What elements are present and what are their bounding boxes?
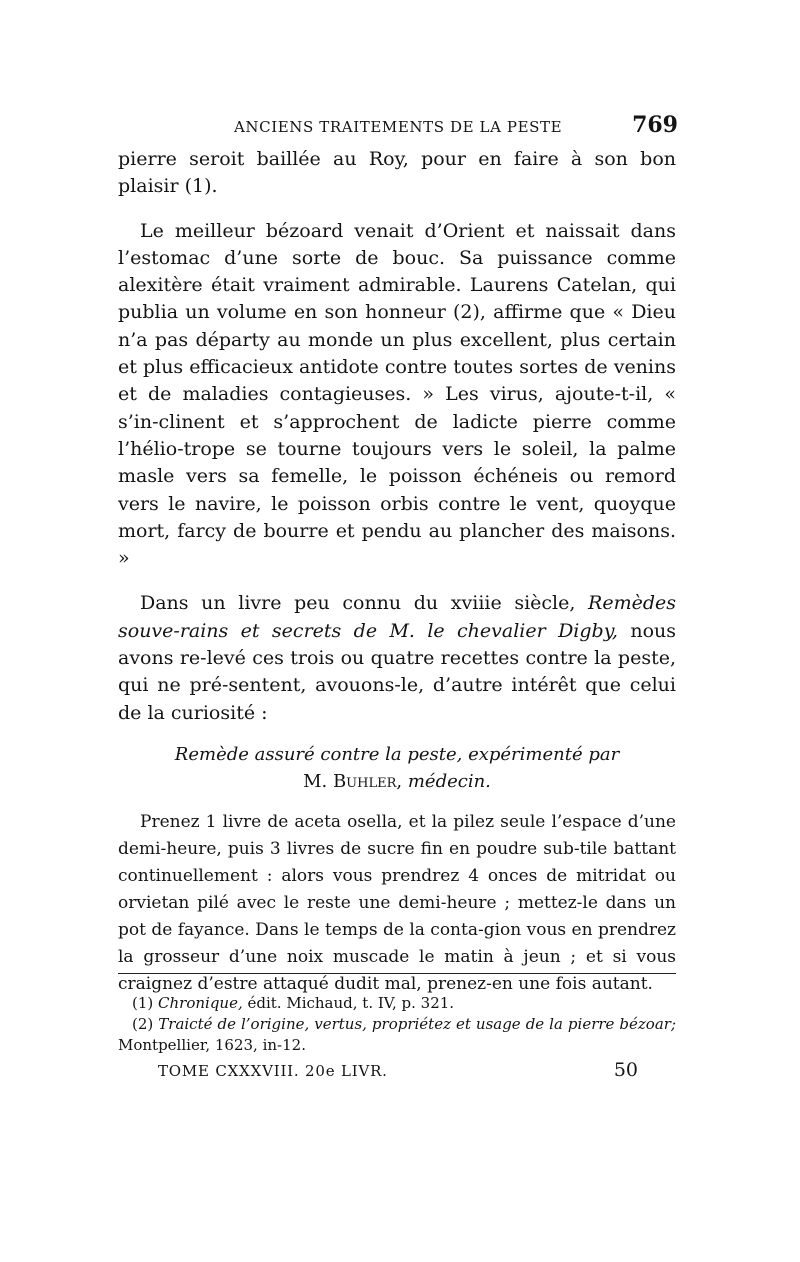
footnote-2-rest: Montpellier, 1623, in-12. xyxy=(118,1036,306,1054)
paragraph-digby-text-b: nous avons re-levé ces trois ou quatre recettes contre la peste, qui ne pré-sentent, avouons-le, d’autre intérêt que celui de la curiosité : xyxy=(118,619,676,724)
footnote-1-rest: édit. Michaud, t. IV, p. 321. xyxy=(242,994,455,1012)
running-title: ANCIENS TRAITEMENTS DE LA PESTE xyxy=(234,118,563,136)
tome-livraison: TOME CXXXVIII. 20e LIVR. xyxy=(158,1062,388,1080)
paragraph-digby-text-a: Dans un livre peu connu du xviiie siècle, xyxy=(140,592,589,615)
page-header xyxy=(118,112,678,140)
sheet-number: 50 xyxy=(613,1059,638,1081)
book-title-digby: Remèdes souve-rains et secrets de M. le chevalier Digby, xyxy=(118,592,676,642)
subtitle-role: médecin. xyxy=(407,770,491,792)
body-text xyxy=(118,146,676,998)
footnote-2-mark: (2) xyxy=(132,1015,159,1033)
footnote-2 xyxy=(118,1014,676,1056)
subtitle-name: Buhler, xyxy=(332,770,403,792)
footnote-1-title: Chronique, xyxy=(158,994,243,1012)
footnote-divider xyxy=(118,973,676,974)
paragraph-continuation: pierre seroit baillée au Roy, pour en faire à son bon plaisir (1). xyxy=(118,148,676,198)
paragraph-bezoard: Le meilleur bézoard venait d’Orient et naissait dans l’estomac d’une sorte de bouc. Sa puissance comme alexitère était vraiment admirable. Laurens Catelan, qui publia un volume en son honneur (2), affirme que « Dieu n’a pas départy au monde un plus excellent, plus certain et plus efficacieux antidote contre toutes sortes de venins et de maladies contagieuses. » Les virus, ajoute-t-il, « s’in-clinent et s’approchent de ladicte pierre comme l’hélio-trope se tourne toujours vers le soleil, la palme masle vers sa femelle, le poisson échéneis ou remord vers le navire, le poisson orbis contre le vent, quoyque mort, farcy de bourre et pendu au plancher des maisons. » xyxy=(118,219,676,570)
subtitle-name-prefix: M. xyxy=(303,770,333,792)
footnotes xyxy=(118,993,676,1056)
paragraph-recipe: Prenez 1 livre de aceta osella, et la pilez seule l’espace d’une demi-heure, puis 3 livres de sucre fin en poudre sub-tile battant continuellement : alors vous prendrez 4 onces de mitridat ou orvietan pilé avec le reste une demi-heure ; mettez-le dans un pot de fayance. Dans le temps de la conta-gion vous en prendrez la grosseur d’une noix muscade le matin à jeun ; et si vous craignez d’estre attaqué dudit mal, prenez-en une fois autant. xyxy=(118,811,676,994)
footnote-1-mark: (1) xyxy=(132,994,159,1012)
footnote-1 xyxy=(118,993,676,1014)
subtitle-line-1: Remède assuré contre la peste, expérimenté par xyxy=(174,743,620,765)
footnote-2-title: Traicté de l’origine, vertus, propriétez et usage de la pierre bézoar; xyxy=(158,1015,676,1033)
recipe-subtitle xyxy=(118,741,676,795)
paragraph-digby xyxy=(118,590,676,726)
subtitle-line-2 xyxy=(118,768,676,795)
page-number: 769 xyxy=(632,112,678,138)
